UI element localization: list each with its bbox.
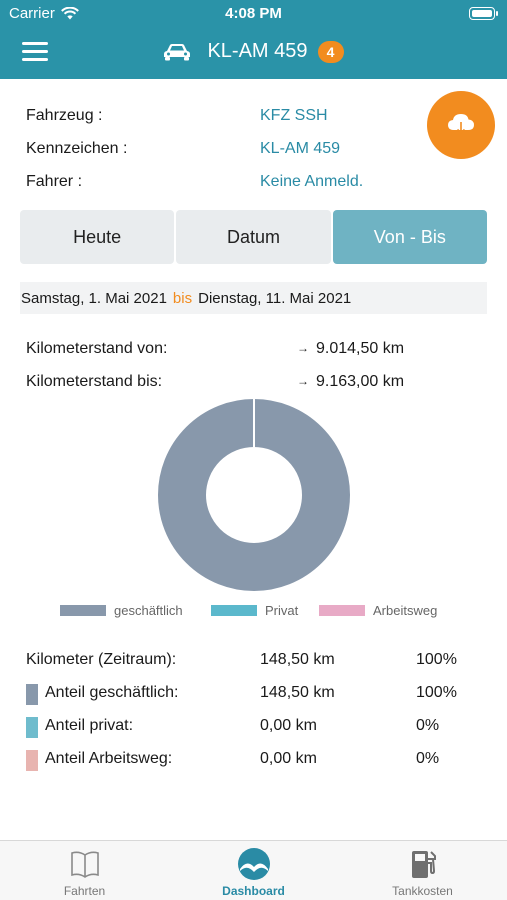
odometer-from-value: 9.014,50 km (316, 340, 405, 357)
fuel-pump-icon (406, 847, 440, 881)
color-swatch (26, 717, 38, 738)
legend-label: Privat (265, 603, 299, 618)
nav-bar (0, 32, 507, 74)
tab-tankkosten[interactable] (338, 841, 507, 900)
color-swatch (26, 750, 38, 771)
cloud-download-icon (447, 113, 475, 137)
legend-item-geschaeftlich (60, 603, 183, 618)
nav-title (0, 40, 507, 63)
tab-label: Dashboard (222, 884, 285, 898)
stat-label: Anteil privat: (45, 717, 134, 734)
tab-dashboard[interactable] (169, 841, 338, 900)
vehicle-label: Fahrzeug : (26, 107, 103, 124)
stat-pct: 0% (416, 717, 440, 734)
segment-von-bis[interactable]: Von - Bis (333, 210, 487, 264)
book-icon (68, 847, 102, 881)
driver-value: Keine Anmeld. (260, 173, 364, 190)
stat-pct: 0% (416, 750, 440, 767)
date-separator: bis (172, 289, 193, 307)
stat-total-km: 148,50 km (260, 651, 335, 668)
stat-km: 0,00 km (260, 717, 317, 734)
legend-item-privat (211, 603, 298, 618)
stat-row-arbeitsweg (26, 750, 486, 772)
vehicle-value: KFZ SSH (260, 107, 328, 124)
tab-bar (0, 840, 507, 900)
stat-total-pct: 100% (416, 651, 457, 668)
arrow-right-icon: → (297, 341, 309, 355)
tab-label: Tankkosten (392, 884, 453, 898)
tab-fahrten[interactable] (0, 841, 169, 900)
legend-label: geschäftlich (114, 603, 183, 618)
segment-heute[interactable]: Heute (20, 210, 174, 264)
stat-km: 0,00 km (260, 750, 317, 767)
top-bar (0, 0, 507, 79)
stat-label: Anteil geschäftlich: (45, 684, 179, 701)
date-from: Samstag, 1. Mai 2021 (21, 289, 167, 307)
odometer-to-label: Kilometerstand bis: (26, 373, 163, 390)
vehicle-plate-title: KL-AM 459 (207, 40, 308, 62)
stat-row-privat (26, 717, 486, 739)
status-time: 4:08 PM (225, 5, 282, 22)
plate-label: Kennzeichen : (26, 140, 128, 157)
chart-legend (0, 603, 507, 621)
legend-swatch (211, 605, 257, 616)
segment-datum[interactable]: Datum (176, 210, 330, 264)
odometer-from-label: Kilometerstand von: (26, 340, 168, 357)
period-segmented-control (20, 210, 487, 264)
battery-icon (469, 7, 495, 20)
legend-item-arbeitsweg (319, 603, 437, 618)
status-bar (0, 0, 507, 28)
arrow-right-icon: → (297, 374, 309, 388)
legend-swatch (60, 605, 106, 616)
plate-value: KL-AM 459 (260, 140, 341, 157)
stat-km: 148,50 km (260, 684, 335, 701)
date-to: Dienstag, 11. Mai 2021 (198, 289, 352, 307)
car-icon (163, 43, 191, 61)
stat-total-row (26, 651, 486, 673)
stat-label: Anteil Arbeitsweg: (45, 750, 173, 767)
km-share-donut-chart (158, 399, 350, 591)
odometer-from-row (26, 340, 486, 362)
stat-total-label: Kilometer (Zeitraum): (26, 651, 177, 668)
stat-row-geschaeftlich (26, 684, 486, 706)
driver-label: Fahrer : (26, 173, 83, 190)
legend-swatch (319, 605, 365, 616)
color-swatch (26, 684, 38, 705)
odometer-to-row (26, 373, 486, 395)
tab-label: Fahrten (63, 884, 106, 898)
dashboard-icon (237, 847, 271, 881)
notification-badge[interactable]: 4 (318, 41, 344, 63)
date-range[interactable] (20, 282, 487, 314)
odometer-to-value: 9.163,00 km (316, 373, 405, 390)
carrier-label: Carrier (9, 5, 55, 22)
stat-pct: 100% (416, 684, 457, 701)
legend-label: Arbeitsweg (373, 603, 438, 618)
cloud-download-button[interactable] (427, 91, 495, 159)
